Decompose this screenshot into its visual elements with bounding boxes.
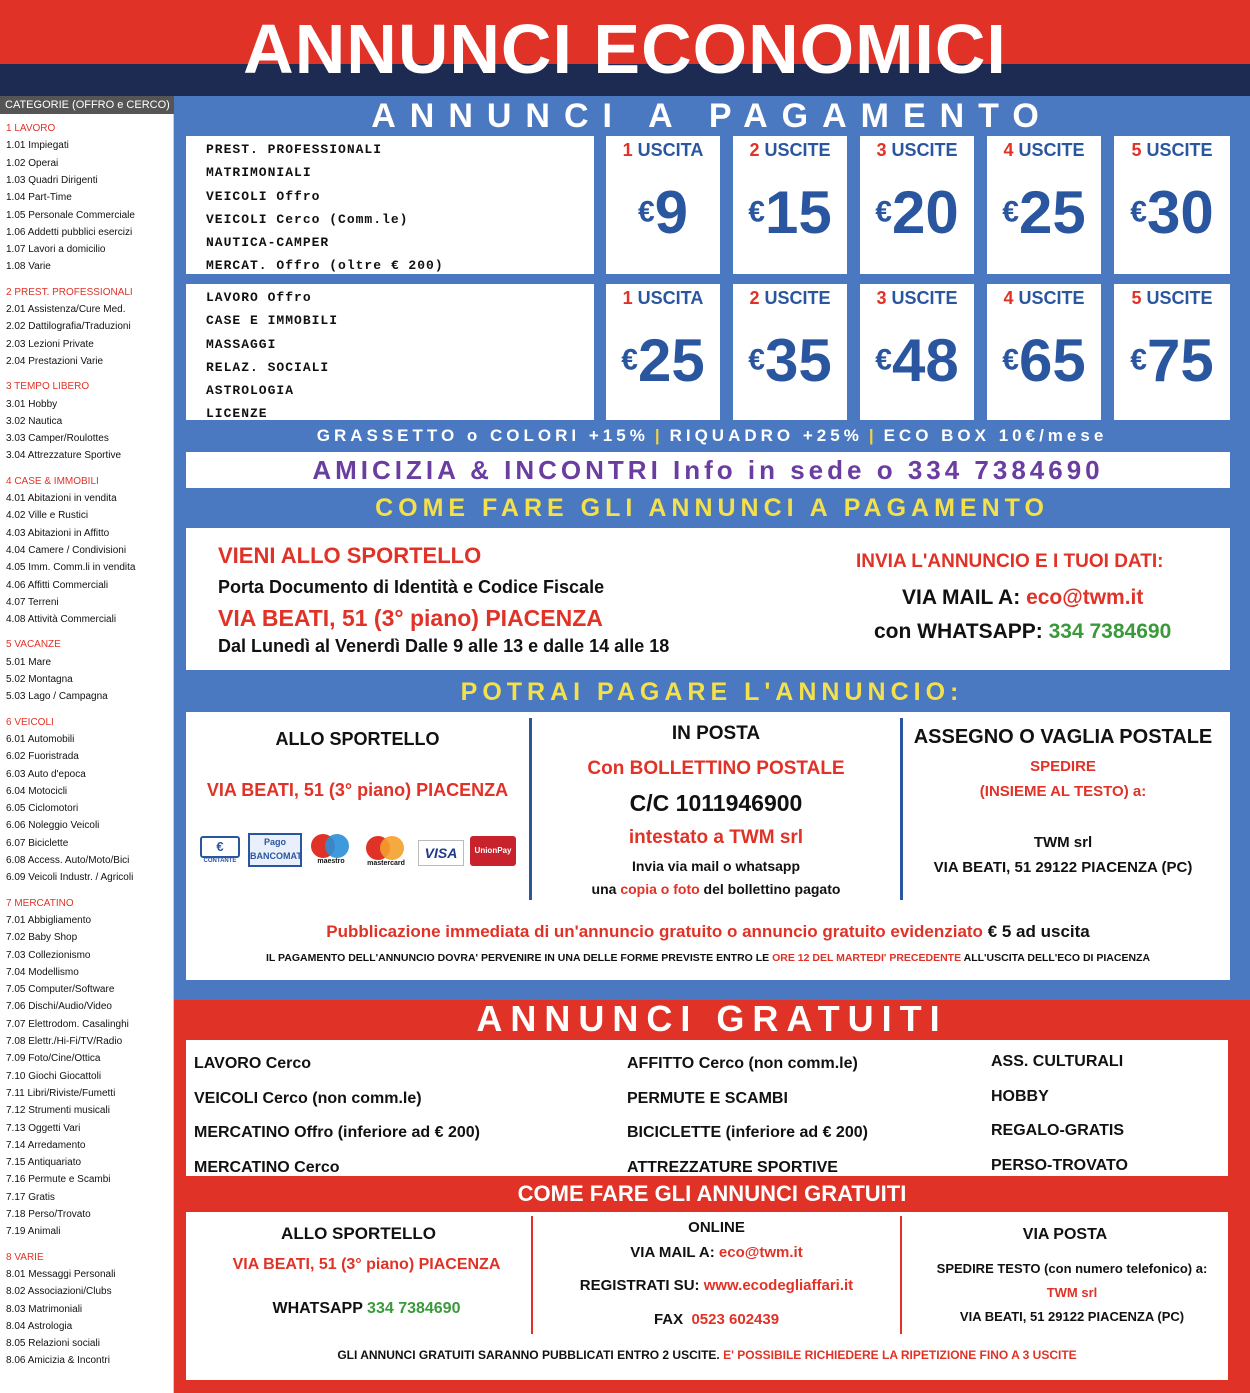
sidebar-item: 7.17 Gratis bbox=[6, 1191, 55, 1203]
website-link[interactable]: www.ecodegliaffari.it bbox=[703, 1277, 854, 1294]
free-sportello-heading: ALLO SPORTELLO bbox=[281, 1224, 436, 1243]
sidebar-item: 1.01 Impiegati bbox=[6, 140, 69, 152]
free-ads-title: ANNUNCI GRATUITI bbox=[476, 998, 948, 1039]
tier1-price-4: 4 USCITE €25 bbox=[987, 136, 1101, 274]
sidebar-item: 6.07 Biciclette bbox=[6, 837, 69, 849]
account-number: C/C 1011946900 bbox=[629, 790, 803, 816]
sidebar-item: 7.18 Perso/Trovato bbox=[6, 1209, 91, 1220]
tier1-price-1: 1 USCITA €9 bbox=[606, 136, 720, 274]
cash-icon: € CONTANTE bbox=[200, 836, 240, 870]
sidebar-item: 8.05 Relazioni sociali bbox=[6, 1338, 100, 1350]
tier1-price-2: 2 USCITE €15 bbox=[733, 136, 847, 274]
free-categories-col-3 bbox=[991, 1045, 1128, 1183]
bollettino-note-2: una copia o foto del bollettino pagato bbox=[591, 881, 841, 897]
tier2-price-1: 1 USCITA €25 bbox=[606, 284, 720, 420]
sidebar-item: 7.09 Foto/Cine/Ottica bbox=[6, 1053, 101, 1065]
free-publication-note: GLI ANNUNCI GRATUITI SARANNO PUBBLICATI ENTRO 2 USCITE. E' POSSIBILE RICHIEDERE LA RIPETIZIONE FINO A 3 USCITE bbox=[337, 1348, 1077, 1362]
free-categories-col-2 bbox=[627, 1047, 868, 1185]
sidebar-item: 7.06 Dischi/Audio/Video bbox=[6, 1001, 112, 1013]
sidebar-item: 7.07 Elettrodom. Casalinghi bbox=[6, 1018, 129, 1030]
mail-link[interactable]: eco@twm.it bbox=[1026, 586, 1144, 609]
sidebar-item: 7.19 Animali bbox=[6, 1226, 61, 1238]
mastercard-icon: mastercard bbox=[364, 836, 408, 870]
tier1-category-list bbox=[186, 136, 594, 274]
list-item: VEICOLI Cerco (non comm.le) bbox=[194, 1089, 422, 1107]
sidebar-item: 6.09 Veicoli Industr. / Agricoli bbox=[6, 872, 134, 884]
tier2-price-3: 3 USCITE €48 bbox=[860, 284, 974, 420]
sidebar-item: 1.05 Personale Commerciale bbox=[6, 209, 135, 221]
amicizia-banner: AMICIZIA & INCONTRI Info in sede o 334 7384690 bbox=[186, 452, 1230, 488]
sidebar-item: 7.02 Baby Shop bbox=[6, 932, 78, 944]
list-item: MERCATINO Cerco bbox=[194, 1158, 340, 1176]
sidebar-item: 7.03 Collezionismo bbox=[6, 949, 91, 961]
online-heading: ONLINE bbox=[688, 1219, 745, 1236]
list-item: ASTROLOGIA bbox=[206, 383, 295, 399]
list-item: MASSAGGI bbox=[206, 336, 277, 352]
pay-sportello-heading: ALLO SPORTELLO bbox=[275, 729, 440, 749]
free-mail-line: VIA MAIL A: eco@twm.it bbox=[630, 1244, 803, 1261]
sidebar-section-title: 1 LAVORO bbox=[6, 123, 56, 134]
sidebar-item: 4.06 Affitti Commerciali bbox=[6, 579, 109, 591]
immediate-publication-note: Pubblicazione immediata di un'annuncio gratuito o annuncio gratuito evidenziato € 5 ad uscita bbox=[326, 922, 1090, 941]
sidebar-item: 1.04 Part-Time bbox=[6, 192, 72, 204]
unionpay-icon: UnionPay bbox=[470, 836, 516, 866]
sidebar-item: 7.16 Permute e Scambi bbox=[6, 1174, 111, 1186]
sidebar-section-title: 7 MERCATINO bbox=[6, 897, 74, 909]
how-paid-title: COME FARE GLI ANNUNCI A PAGAMENTO bbox=[375, 494, 1049, 522]
sidebar-section-title: 8 VARIE bbox=[6, 1251, 44, 1263]
sidebar-item: 7.01 Abbigliamento bbox=[6, 914, 92, 926]
sidebar-item: 7.12 Strumenti musicali bbox=[6, 1105, 110, 1117]
list-item: ASS. CULTURALI bbox=[991, 1053, 1124, 1070]
sidebar-item: 1.03 Quadri Dirigenti bbox=[6, 174, 98, 186]
assegno-line-1: SPEDIRE bbox=[1030, 758, 1096, 775]
payment-title: POTRAI PAGARE L'ANNUNCIO: bbox=[460, 678, 964, 706]
sidebar-item: 8.02 Associazioni/Clubs bbox=[6, 1286, 112, 1298]
sidebar-item: 4.01 Abitazioni in vendita bbox=[6, 493, 117, 504]
list-item: MATRIMONIALI bbox=[206, 165, 312, 181]
via-posta-heading: VIA POSTA bbox=[1022, 1226, 1108, 1243]
sidebar-item: 7.04 Modellismo bbox=[6, 966, 79, 978]
sidebar-item: 4.03 Abitazioni in Affitto bbox=[6, 527, 110, 539]
whatsapp-number[interactable]: 334 7384690 bbox=[367, 1300, 461, 1317]
via-posta-address: VIA BEATI, 51 29122 PIACENZA (PC) bbox=[959, 1309, 1185, 1324]
sidebar-item: 6.02 Fuoristrada bbox=[6, 751, 79, 763]
free-sportello-address: VIA BEATI, 51 (3° piano) PIACENZA bbox=[232, 1256, 501, 1273]
sidebar-item: 4.02 Ville e Rustici bbox=[6, 510, 89, 522]
list-item: LICENZE bbox=[206, 406, 268, 422]
paid-ads-title: ANNUNCI A PAGAMENTO bbox=[371, 97, 1053, 135]
register-line: REGISTRATI SU: www.ecodegliaffari.it bbox=[579, 1277, 854, 1294]
list-item: CASE E IMMOBILI bbox=[206, 313, 339, 329]
sidebar-item: 8.03 Matrimoniali bbox=[6, 1303, 83, 1315]
account-holder: intestato a TWM srl bbox=[628, 827, 804, 848]
sidebar-item: 7.11 Libri/Riviste/Fumetti bbox=[6, 1087, 116, 1099]
sidebar-item: 6.05 Ciclomotori bbox=[6, 803, 79, 815]
visa-icon: VISA bbox=[418, 840, 464, 866]
list-item: VEICOLI Cerco (Comm.le) bbox=[206, 211, 409, 227]
sidebar-item: 7.13 Oggetti Vari bbox=[6, 1122, 81, 1134]
assegno-address: VIA BEATI, 51 29122 PIACENZA (PC) bbox=[933, 859, 1193, 876]
sidebar-item: 8.04 Astrologia bbox=[6, 1320, 73, 1332]
sidebar-item: 6.03 Auto d'epoca bbox=[6, 768, 86, 780]
payment-deadline-note: IL PAGAMENTO DELL'ANNUNCIO DOVRA' PERVENIRE IN UNA DELLE FORME PREVISTE ENTRO LE ORE 12 DEL MARTEDI' PRECEDENTE ALL'USCITA DELL'ECO DI PIACENZA bbox=[265, 952, 1151, 964]
sidebar-item: 4.08 Attività Commerciali bbox=[6, 614, 117, 626]
sidebar-item: 7.10 Giochi Giocattoli bbox=[6, 1070, 102, 1082]
sidebar-item: 6.06 Noleggio Veicoli bbox=[6, 820, 100, 832]
sidebar-item: 5.02 Montagna bbox=[6, 674, 73, 685]
documents-note: Porta Documento di Identità e Codice Fiscale bbox=[218, 577, 605, 597]
sidebar-item: 5.03 Lago / Campagna bbox=[6, 691, 108, 703]
sidebar-item: 2.02 Dattilografia/Traduzioni bbox=[6, 321, 131, 333]
sidebar-item: 4.04 Camere / Condivisioni bbox=[6, 544, 127, 556]
sidebar-item: 8.01 Messaggi Personali bbox=[6, 1268, 116, 1280]
via-posta-line: SPEDIRE TESTO (con numero telefonico) a: bbox=[936, 1261, 1208, 1276]
list-item: PERMUTE E SCAMBI bbox=[627, 1089, 788, 1107]
list-item: ATTREZZATURE SPORTIVE bbox=[627, 1158, 838, 1176]
sidebar-item: 7.08 Elettr./Hi-Fi/TV/Radio bbox=[6, 1036, 123, 1047]
list-item: RELAZ. SOCIALI bbox=[206, 359, 330, 375]
sportello-heading: VIENI ALLO SPORTELLO bbox=[218, 543, 482, 568]
tier2-price-5: 5 USCITE €75 bbox=[1114, 284, 1230, 420]
list-item: PERSO-TROVATO bbox=[991, 1156, 1128, 1174]
sidebar-item: 1.06 Addetti pubblici esercizi bbox=[6, 226, 133, 238]
fax-line: FAX 0523 602439 bbox=[653, 1311, 780, 1328]
bollettino-line: Con BOLLETTINO POSTALE bbox=[587, 758, 845, 779]
mail-line: VIA MAIL A: eco@twm.it bbox=[902, 586, 1144, 609]
list-item: MERCAT. Offro (oltre € 200) bbox=[206, 258, 444, 274]
sidebar-header: CATEGORIE (OFFRO e CERCO) bbox=[0, 96, 174, 114]
pay-sportello-address: VIA BEATI, 51 (3° piano) PIACENZA bbox=[206, 780, 509, 800]
sidebar-item: 2.01 Assistenza/Cure Med. bbox=[6, 304, 126, 315]
sidebar-item: 3.03 Camper/Roulottes bbox=[6, 433, 109, 445]
maestro-icon: maestro bbox=[309, 834, 353, 868]
tier1-price-3: 3 USCITE €20 bbox=[860, 136, 974, 274]
assegno-recipient: TWM srl bbox=[1033, 834, 1093, 851]
list-item: MERCATINO Offro (inferiore ad € 200) bbox=[194, 1124, 480, 1141]
via-posta-recipient: TWM srl bbox=[1046, 1285, 1098, 1300]
bollettino-note-1: Invia via mail o whatsapp bbox=[631, 858, 801, 874]
sidebar-item: 1.07 Lavori a domicilio bbox=[6, 244, 106, 256]
list-item: BICICLETTE (inferiore ad € 200) bbox=[627, 1124, 868, 1141]
sidebar-section-title: 5 VACANZE bbox=[6, 639, 61, 651]
sidebar-section-title: 3 TEMPO LIBERO bbox=[6, 381, 90, 393]
sidebar-item: 7.05 Computer/Software bbox=[6, 984, 115, 996]
pagobancomat-icon: Pago BANCOMAT bbox=[248, 833, 302, 867]
tier2-price-4: 4 USCITE €65 bbox=[987, 284, 1101, 420]
list-item: LAVORO Cerco bbox=[194, 1055, 312, 1072]
send-heading: INVIA L'ANNUNCIO E I TUOI DATI: bbox=[856, 551, 1164, 572]
sidebar-item: 7.14 Arredamento bbox=[6, 1139, 86, 1151]
free-whatsapp-line: WHATSAPP 334 7384690 bbox=[272, 1300, 461, 1317]
posta-heading: IN POSTA bbox=[671, 723, 761, 744]
list-item: PREST. PROFESSIONALI bbox=[206, 142, 383, 157]
sidebar-item: 2.04 Prestazioni Varie bbox=[6, 355, 104, 367]
whatsapp-line: con WHATSAPP: 334 7384690 bbox=[874, 620, 1172, 643]
sidebar-item: 4.05 Imm. Comm.li in vendita bbox=[6, 562, 136, 574]
sidebar-item: 7.15 Antiquariato bbox=[6, 1157, 82, 1169]
list-item: LAVORO Offro bbox=[206, 290, 312, 305]
sidebar-item: 8.06 Amicizia & Incontri bbox=[6, 1355, 110, 1367]
sidebar-item: 6.04 Motocicli bbox=[6, 785, 68, 797]
office-address: VIA BEATI, 51 (3° piano) PIACENZA bbox=[218, 605, 603, 631]
tier1-price-5: 5 USCITE €30 bbox=[1114, 136, 1230, 274]
sidebar-item: 4.07 Terreni bbox=[6, 596, 59, 608]
tier2-price-2: 2 USCITE €35 bbox=[733, 284, 847, 420]
sidebar-item: 6.08 Access. Auto/Moto/Bici bbox=[6, 855, 130, 866]
list-item: AFFITTO Cerco (non comm.le) bbox=[627, 1055, 858, 1072]
list-item: HOBBY bbox=[991, 1087, 1049, 1105]
list-item: REGALO-GRATIS bbox=[991, 1122, 1125, 1139]
page-title: ANNUNCI ECONOMICI bbox=[243, 10, 1007, 88]
extras-line: GRASSETTO o COLORI +15% | RIQUADRO +25% | ECO BOX 10€/mese bbox=[316, 426, 1108, 445]
sidebar-section-title: 6 VEICOLI bbox=[6, 716, 54, 728]
assegno-heading: ASSEGNO O VAGLIA POSTALE bbox=[913, 726, 1213, 748]
list-item: NAUTICA-CAMPER bbox=[206, 235, 330, 251]
sidebar-item: 2.03 Lezioni Private bbox=[6, 338, 94, 350]
sidebar-item: 3.01 Hobby bbox=[6, 398, 58, 410]
office-hours: Dal Lunedì al Venerdì Dalle 9 alle 13 e dalle 14 alle 18 bbox=[218, 636, 670, 656]
mail-link[interactable]: eco@twm.it bbox=[718, 1244, 803, 1261]
sidebar-item: 3.04 Attrezzature Sportive bbox=[6, 450, 122, 462]
sidebar-section-title: 4 CASE & IMMOBILI bbox=[6, 475, 99, 487]
tier2-category-list bbox=[186, 284, 594, 420]
how-free-title: COME FARE GLI ANNUNCI GRATUITI bbox=[517, 1181, 907, 1206]
sidebar-item: 5.01 Mare bbox=[6, 656, 52, 668]
free-categories-col-1 bbox=[194, 1047, 480, 1185]
sidebar-item: 6.01 Automobili bbox=[6, 733, 75, 745]
list-item: VEICOLI Offro bbox=[206, 188, 321, 204]
sidebar-item: 3.02 Nautica bbox=[6, 415, 63, 427]
sidebar-section-title: 2 PREST. PROFESSIONALI bbox=[6, 286, 133, 298]
whatsapp-number[interactable]: 334 7384690 bbox=[1048, 620, 1172, 643]
sidebar-item: 1.08 Varie bbox=[6, 261, 51, 273]
sidebar-item: 1.02 Operai bbox=[6, 157, 59, 169]
assegno-line-2: (INSIEME AL TESTO) a: bbox=[979, 783, 1147, 800]
